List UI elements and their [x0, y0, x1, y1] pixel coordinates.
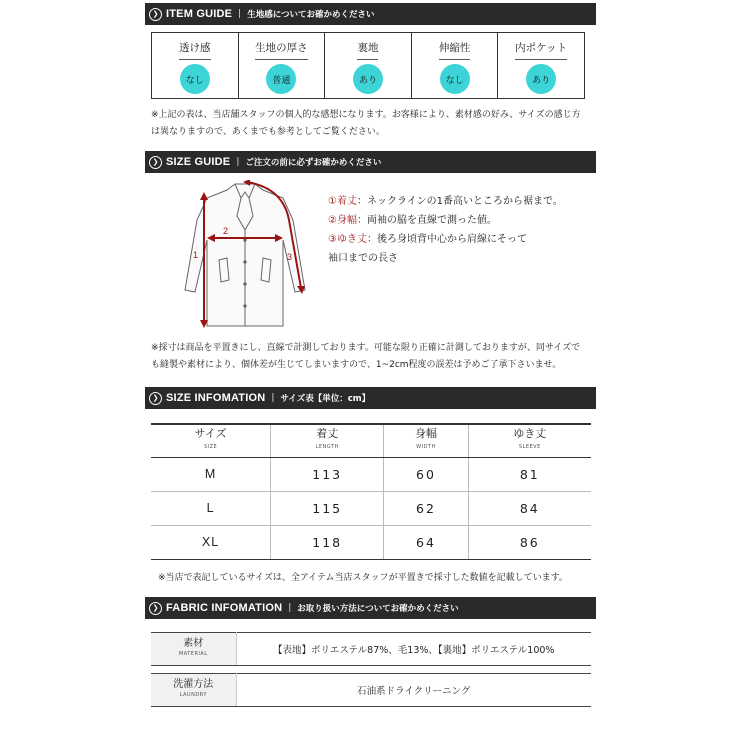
guide-label: 裏地: [357, 40, 378, 60]
note-line: も縫製や素材により、個体差が生じてしまいますので、1~2cm程度の誤差は予めご了承下さいませ。: [151, 360, 562, 370]
header-sleeve: ゆき丈 SLEEVE: [468, 424, 591, 457]
divider: |: [238, 9, 242, 19]
guide-label: 伸縮性: [439, 40, 471, 60]
diagram-label-1: 1: [193, 250, 199, 260]
circle-chevron-right-icon: ❯: [149, 602, 162, 615]
note-line: ※採寸は商品を平置きにし、直線で計測しております。可能な限り正確に計測しておりますが、同サイズで: [151, 343, 581, 353]
item-guide-header: [145, 3, 596, 25]
cell-sleeve: 86: [468, 525, 591, 559]
legend-item: ②身幅：両袖の脇を直線で測った値。: [328, 215, 497, 226]
fabric-table: [151, 632, 591, 707]
fabric-key: 素材 MATERIAL: [151, 633, 236, 666]
guide-value-badge: なし: [440, 64, 470, 94]
size-guide-header: [145, 151, 596, 173]
size-guide-note: [151, 340, 580, 374]
circle-chevron-right-icon: ❯: [149, 156, 162, 169]
note-line: ※上記の表は、当店舗スタッフの個人的な感想になります。お客様により、素材感の好み、サイズの感じ方: [151, 110, 581, 120]
size-info-note: ※当店で表記しているサイズは、全アイテム当店スタッフが平置きで採寸した数値を記載しています。: [158, 573, 568, 583]
section-title: ITEM GUIDE: [166, 8, 233, 20]
cell-width: 62: [384, 491, 468, 525]
divider: |: [271, 393, 275, 403]
guide-value-badge: 普通: [266, 64, 296, 94]
size-info-header: [145, 387, 596, 409]
table-row: [151, 491, 591, 525]
cell-size: M: [151, 457, 271, 491]
section-subtitle: お取り扱い方法についてお確かめください: [297, 604, 459, 614]
coat-measurement-diagram: [175, 180, 315, 332]
fabric-row-laundry: [151, 674, 591, 707]
table-header-row: [151, 424, 591, 457]
guide-value-badge: あり: [526, 64, 556, 94]
cell-sleeve: 81: [468, 457, 591, 491]
divider: |: [288, 603, 292, 613]
guide-value-badge: あり: [353, 64, 383, 94]
table-row: [151, 457, 591, 491]
guide-cell: [498, 33, 584, 98]
section-subtitle: サイズ表【単位：cm】: [280, 394, 371, 404]
guide-cell: [325, 33, 412, 98]
cell-length: 115: [271, 491, 384, 525]
divider: |: [236, 157, 240, 167]
table-row: [151, 525, 591, 559]
guide-cell: [239, 33, 326, 98]
size-table: [151, 423, 591, 560]
cell-length: 113: [271, 457, 384, 491]
guide-label: 内ポケット: [515, 40, 567, 60]
legend-item: ③ゆき丈：後ろ身頃背中心から肩線にそって: [328, 234, 527, 245]
diagram-label-2: 2: [223, 226, 229, 236]
cell-length: 118: [271, 525, 384, 559]
section-title: SIZE INFOMATION: [166, 392, 266, 404]
cell-width: 64: [384, 525, 468, 559]
circle-chevron-right-icon: ❯: [149, 392, 162, 405]
note-line: は異なりますので、あくまでも参考としてご覧ください。: [151, 127, 385, 137]
cell-sleeve: 84: [468, 491, 591, 525]
cell-size: L: [151, 491, 271, 525]
cell-size: XL: [151, 525, 271, 559]
guide-label: 透け感: [179, 40, 211, 60]
header-length: 着丈 LENGTH: [271, 424, 384, 457]
guide-cell: [412, 33, 499, 98]
section-title: SIZE GUIDE: [166, 156, 231, 168]
fabric-info-header: [145, 597, 596, 619]
diagram-label-3: 3: [287, 252, 293, 262]
header-size: サイズ SIZE: [151, 424, 271, 457]
fabric-value: 石油系ドライクリーニング: [236, 674, 591, 707]
section-title: FABRIC INFOMATION: [166, 602, 283, 614]
guide-cell: [152, 33, 239, 98]
guide-value-badge: なし: [180, 64, 210, 94]
cell-width: 60: [384, 457, 468, 491]
size-legend: [328, 192, 563, 268]
legend-item: ①着丈：ネックラインの1番高いところから裾まで。: [328, 196, 563, 207]
item-guide-note: [151, 107, 581, 141]
guide-label: 生地の厚さ: [255, 40, 308, 60]
fabric-key: 洗濯方法 LAUNDRY: [151, 674, 236, 707]
section-subtitle: 生地感についてお確かめください: [247, 10, 375, 20]
fabric-value: 【表地】ポリエステル87%、毛13%、【裏地】ポリエステル100%: [236, 633, 591, 666]
fabric-row-material: [151, 633, 591, 666]
section-subtitle: ご注文の前に必ずお確かめください: [245, 158, 382, 168]
legend-item: 袖口までの長さ: [328, 253, 398, 264]
header-width: 身幅 WIDTH: [384, 424, 468, 457]
circle-chevron-right-icon: ❯: [149, 8, 162, 21]
item-guide-table: [151, 32, 585, 99]
